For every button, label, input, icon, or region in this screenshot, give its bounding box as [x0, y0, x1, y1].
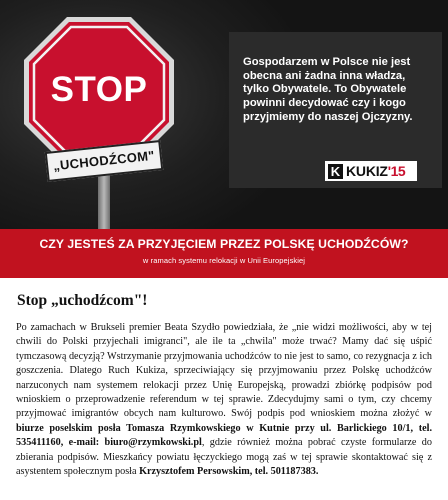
quote-text: Gospodarzem w Polsce nie jest obecna ani żadna inna władza, tylko Obywatele. To Obywatele powinni decydować czy i kogo przyjmiemy do naszej Ojczyzny.	[243, 56, 413, 123]
question-band	[0, 229, 448, 278]
kukiz-logo	[325, 161, 417, 181]
logo-mark: K	[328, 164, 343, 179]
article-paragraph-part1: Po zamachach w Brukseli premier Beata Szydło powiedziała, że „nie widzi możliwości, aby w tej chwili do Polski przyjechali imigranci", ale ile ta „chwila" może trwać? Mamy dać się uśpić tymczasową decyzją? Wstrzymanie przyjmowania uchodźców to nie jest to samo, co rezygnacja z ich goszczenia. Dlatego Ruch Kukiza, sprzeciwiający się przyjmowaniu przez Polskę uchodźców narzuconych nam systemem relokacji przez Unię Europejską, prowadzi zbiórkę podpisów pod wnioskiem o przeprowadzenie referendum w tej sprawie. Zdecydujmy sami o tym, czy chcemy przyjmować imigrantów obcych nam kulturowo. Swój podpis pod wnioskiem można złożyć w	[16, 322, 432, 420]
question-headline: CZY JESTEŚ ZA PRZYJĘCIEM PRZEZ POLSKĘ UCHODŹCÓW?	[39, 237, 409, 251]
article-title: Stop „uchodźcom"!	[17, 292, 148, 309]
stop-sign-text: STOP	[50, 70, 148, 109]
quote-box	[229, 32, 442, 188]
article-office-contact: biurze poselskim posła Tomasza Rzymkowskiego w Kutnie przy ul. Barlickiego 10/1, tel. 535411160, e-mail: biuro@rzymkowski.pl	[16, 422, 432, 449]
question-subline: w ramach systemu relokacji w Unii Europejskiej	[142, 256, 306, 265]
logo-word: KUKIZ	[346, 163, 388, 179]
article-paragraph-part2: , gdzie również można pobrać czyste formularze do zbierania podpisów. Mieszkańcy powiatu łęczyckiego mogą zaś w tej sprawie skontaktować się z asystentem społecznym posła	[16, 437, 432, 478]
article-body	[16, 321, 432, 479]
article-assistant-contact: Krzysztofem Persowskim, tel. 501187383.	[139, 466, 319, 478]
tag-label: „UCHODŹCOM"	[52, 147, 156, 174]
logo-number: '15	[387, 163, 406, 179]
hero-banner	[0, 0, 448, 229]
